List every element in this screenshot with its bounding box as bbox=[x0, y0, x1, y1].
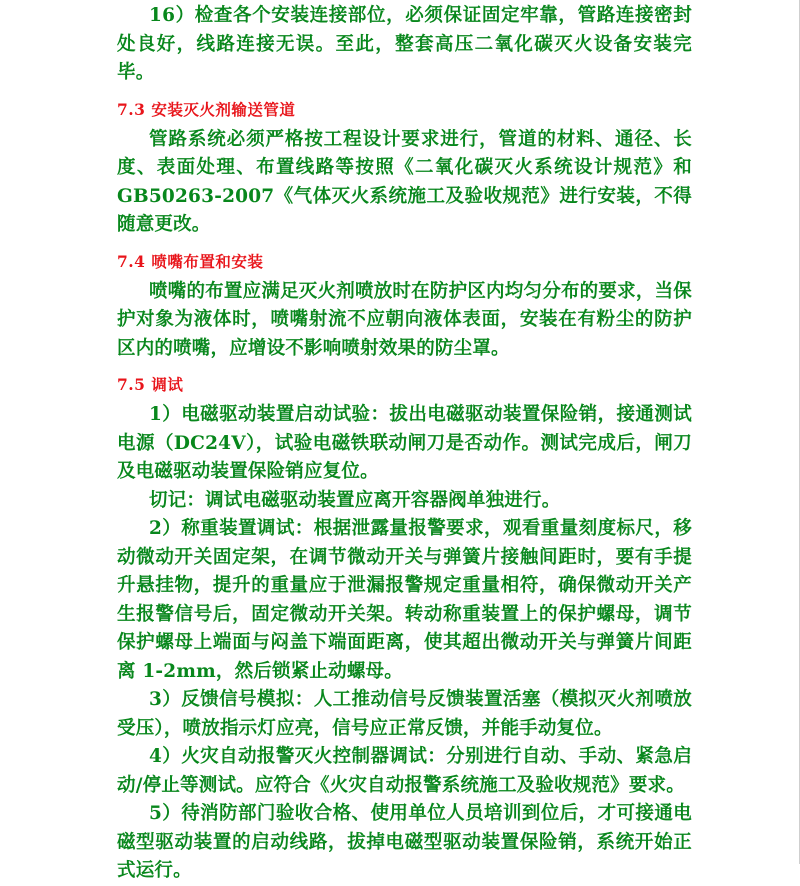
section-heading-7-5: 7.5 调试 bbox=[117, 375, 184, 394]
paragraph-step-16: 16）检查各个安装连接部位，必须保证固定牢靠，管路连接密封处良好，线路连接无误。至此，整套高压二氧化碳灭火设备安装完毕。 bbox=[117, 5, 692, 83]
paragraph-debug-note: 切记：调试电磁驱动装置应离开容器阀单独进行。 bbox=[149, 489, 561, 511]
section-heading-7-3: 7.3 安装灭火剂输送管道 bbox=[117, 99, 296, 119]
paragraph-debug-step-1: 1）电磁驱动装置启动试验：拔出电磁驱动装置保险销，接通测试电源（DC24V），试验电磁铁联动闸刀是否动作。测试完成后，闸刀及电磁驱动装置保险销应复位。 bbox=[117, 404, 692, 482]
paragraph-pipeline-installation: 管路系统必须严格按工程设计要求进行，管道的材料、通径、长度、表面处理、布置线路等按照《二氧化碳灭火系统设计规范》和GB50263-2007《气体灭火系统施工及验收规范》进行安装，不得随意更改。 bbox=[117, 128, 692, 235]
section-heading-7-4: 7.4 喷嘴布置和安装 bbox=[117, 251, 264, 271]
paragraph-debug-step-3: 3）反馈信号模拟：人工推动信号反馈装置活塞（模拟灭火剂喷放受压），喷放指示灯应亮，信号应正常反馈，并能手动复位。 bbox=[117, 689, 692, 739]
paragraph-nozzle-installation: 喷嘴的布置应满足灭火剂喷放时在防护区内均匀分布的要求，当保护对象为液体时，喷嘴射流不应朝向液体表面，安装在有粉尘的防护区内的喷嘴，应增设不影响喷射效果的防尘罩。 bbox=[117, 280, 692, 359]
paragraph-debug-step-4: 4）火灾自动报警灭火控制器调试：分别进行自动、手动、紧急启动/停止等测试。应符合《火灾自动报警系统施工及验收规范》要求。 bbox=[117, 746, 692, 796]
paragraph-debug-step-2: 2）称重装置调试：根据泄露量报警要求，观看重量刻度标尺，移动微动开关固定架，在调节微动开关与弹簧片接触间距时，要有手提升悬挂物，提升的重量应于泄漏报警规定重量相符，确保微动开关产生报警信号后，固定微动开关架。转动称重装置上的保护螺母，调节保护螺母上端面与闷盖下端面距离，使其超出微动开关与弹簧片间距离 1-2mm，然后锁紧止动螺母。 bbox=[117, 518, 692, 682]
paragraph-debug-step-5: 5）待消防部门验收合格、使用单位人员培训到位后，才可接通电磁型驱动装置的启动线路，拔掉电磁型驱动装置保险销，系统开始正式运行。 bbox=[117, 803, 692, 881]
